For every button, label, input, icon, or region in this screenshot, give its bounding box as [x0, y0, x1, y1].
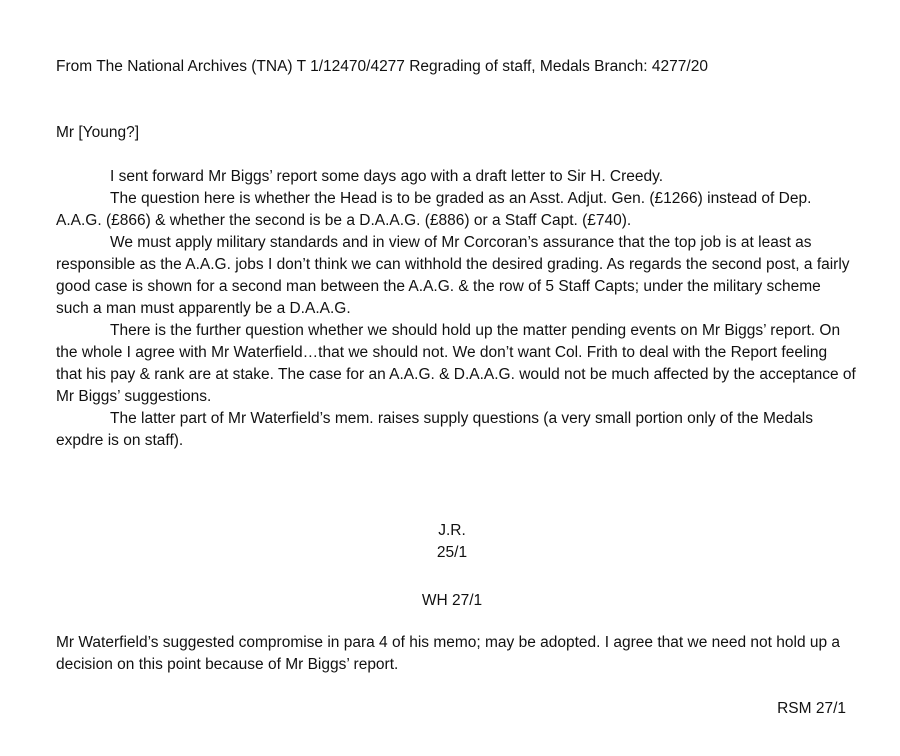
minute-note: [56, 632, 856, 676]
source-reference: From The National Archives (TNA) T 1/12470/4277 Regrading of staff, Medals Branch: 4277/20: [56, 58, 708, 75]
paragraph-4: There is the further question whether we should hold up the matter pending events on Mr Biggs’ report. On the whole I agree with Mr Waterfield…that we should not. We don’t want Col. Frith to deal with the Report feeling that his pay & rank are at stake. The case for an A.A.G. & D.A.A.G. would not be much affected by the acceptance of Mr Biggs’ suggestions.: [56, 322, 856, 405]
paragraph-3: We must apply military standards and in view of Mr Corcoran’s assurance that the top job is at least as responsible as the A.A.G. jobs I don’t think we can withhold the desired grading. As regards the second post, a fairly good case is shown for a second man between the A.A.G. & the row of 5 Staff Capts; under the military scheme such a man must apparently be a D.A.A.G.: [56, 234, 850, 317]
rsm-annotation: RSM 27/1: [777, 700, 846, 717]
signature-initials: J.R.: [438, 522, 466, 539]
paragraph-5: The latter part of Mr Waterfield’s mem. raises supply questions (a very small portion only of the Medals expdre is on staff).: [56, 410, 813, 449]
salutation: Mr [Young?]: [56, 124, 140, 141]
signature-date: 25/1: [436, 544, 468, 561]
paragraph-1: I sent forward Mr Biggs’ report some days ago with a draft letter to Sir H. Creedy.: [110, 168, 664, 185]
minute-text: Mr Waterfield’s suggested compromise in para 4 of his memo; may be adopted. I agree that we need not hold up a decision on this point because of Mr Biggs’ report.: [56, 634, 841, 673]
paragraph-2: The question here is whether the Head is to be graded as an Asst. Adjut. Gen. (£1266) instead of Dep. A.A.G. (£866) & whether the second is be a D.A.A.G. (£886) or a Staff Capt. (£740).: [56, 190, 812, 229]
wh-annotation: WH 27/1: [421, 592, 483, 609]
memo-body: [56, 166, 856, 452]
